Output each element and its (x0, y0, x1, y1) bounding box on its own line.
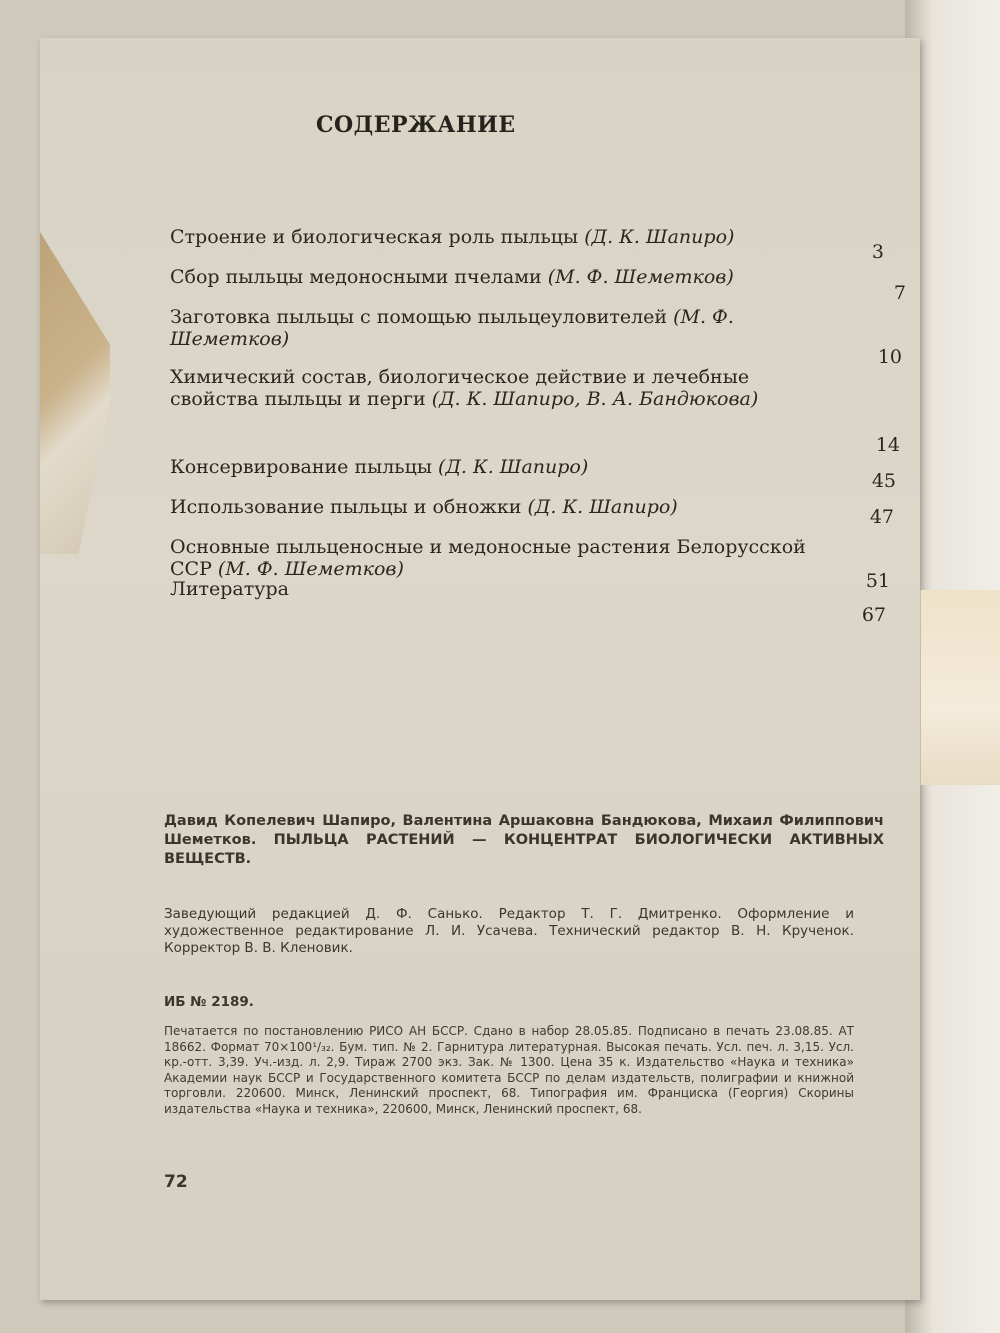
toc-entry-author: (М. Ф. Шеметков) (170, 306, 734, 350)
toc-entry-3 (170, 306, 840, 350)
toc-entry-2 (170, 266, 840, 288)
toc-page-8: 67 (861, 604, 886, 626)
toc-page-6: 47 (869, 506, 894, 528)
toc-entry-text: Основные пыльценосные и медоносные растения Белорусской ССР (170, 536, 806, 580)
toc-entry-text: Консервирование пыльцы (170, 456, 432, 478)
toc-page-4: 14 (875, 434, 900, 456)
toc-page-7: 51 (865, 570, 890, 592)
toc-entry-text: Литература (170, 578, 289, 600)
toc-entry-7 (170, 536, 840, 580)
contents-title: СОДЕРЖАНИЕ (316, 112, 516, 138)
toc-page-2: 7 (893, 282, 906, 304)
editorial-staff: Заведующий редакцией Д. Ф. Санько. Редактор Т. Г. Дмитренко. Оформление и художественное редактирование Л. И. Усачева. Технический редактор В. Н. Крученок. Корректор В. В. Кленовик. (164, 906, 854, 956)
ib-number: ИБ № 2189. (164, 994, 254, 1010)
toc-entry-author: (Д. К. Шапиро) (438, 456, 589, 478)
toc-entry-8 (170, 578, 840, 600)
book-credits: Давид Копелевич Шапиро, Валентина Аршаковна Бандюкова, Михаил Филиппович Шеметков. ПЫЛЬЦА РАСТЕНИЙ — КОНЦЕНТРАТ БИОЛОГИЧЕСКИ АКТИВНЫХ ВЕЩЕСТВ. (164, 813, 884, 867)
toc-entry-author: (М. Ф. Шеметков) (217, 558, 404, 580)
toc-entry-5 (170, 456, 840, 478)
toc-entry-6 (170, 496, 840, 518)
printing-imprint: Печатается по постановлению РИСО АН БССР. Сдано в набор 28.05.85. Подписано в печать 23.08.85. АТ 18662. Формат 70×100¹/₃₂. Бум. тип. № 2. Гарнитура литературная. Высокая печать. Усл. печ. л. 3,15. Усл. кр.-отт. 3,39. Уч.-изд. л. 2,9. Тираж 2700 экз. Зак. № 1300. Цена 35 к. Издательство «Наука и техника» Академии наук БССР и Государственного комитета БССР по делам издательств, полиграфии и книжной торговли. 220600. Минск, Ленинский проспект, 68. Типография им. Франциска (Георгия) Скорины издательства «Наука и техника», 220600, Минск, Ленинский проспект, 68. (164, 1024, 854, 1116)
toc-entry-4 (170, 366, 840, 410)
toc-entry-text: Строение и биологическая роль пыльцы (170, 226, 579, 248)
toc-entry-text: Химический состав, биологическое действие и лечебные свойства пыльцы и перги (170, 366, 750, 410)
toc-entry-text: Использование пыльцы и обножки (170, 496, 522, 518)
toc-entry-text: Сбор пыльцы медоносными пчелами (170, 266, 542, 288)
toc-entry-author: (Д. К. Шапиро, В. А. Бандюкова) (431, 388, 759, 410)
paper-tab-right (920, 590, 1000, 785)
toc-entry-author: (Д. К. Шапиро) (584, 226, 735, 248)
toc-entry-author: (Д. К. Шапиро) (527, 496, 678, 518)
toc-page-3: 10 (877, 346, 902, 368)
page-number: 72 (164, 1172, 188, 1192)
toc-entry-1 (170, 226, 840, 248)
toc-page-1: 3 (871, 241, 884, 263)
toc-entry-text: Заготовка пыльцы с помощью пыльцеуловителей (170, 306, 668, 328)
toc-page-5: 45 (871, 470, 896, 492)
toc-entry-author: (М. Ф. Шеметков) (547, 266, 734, 288)
